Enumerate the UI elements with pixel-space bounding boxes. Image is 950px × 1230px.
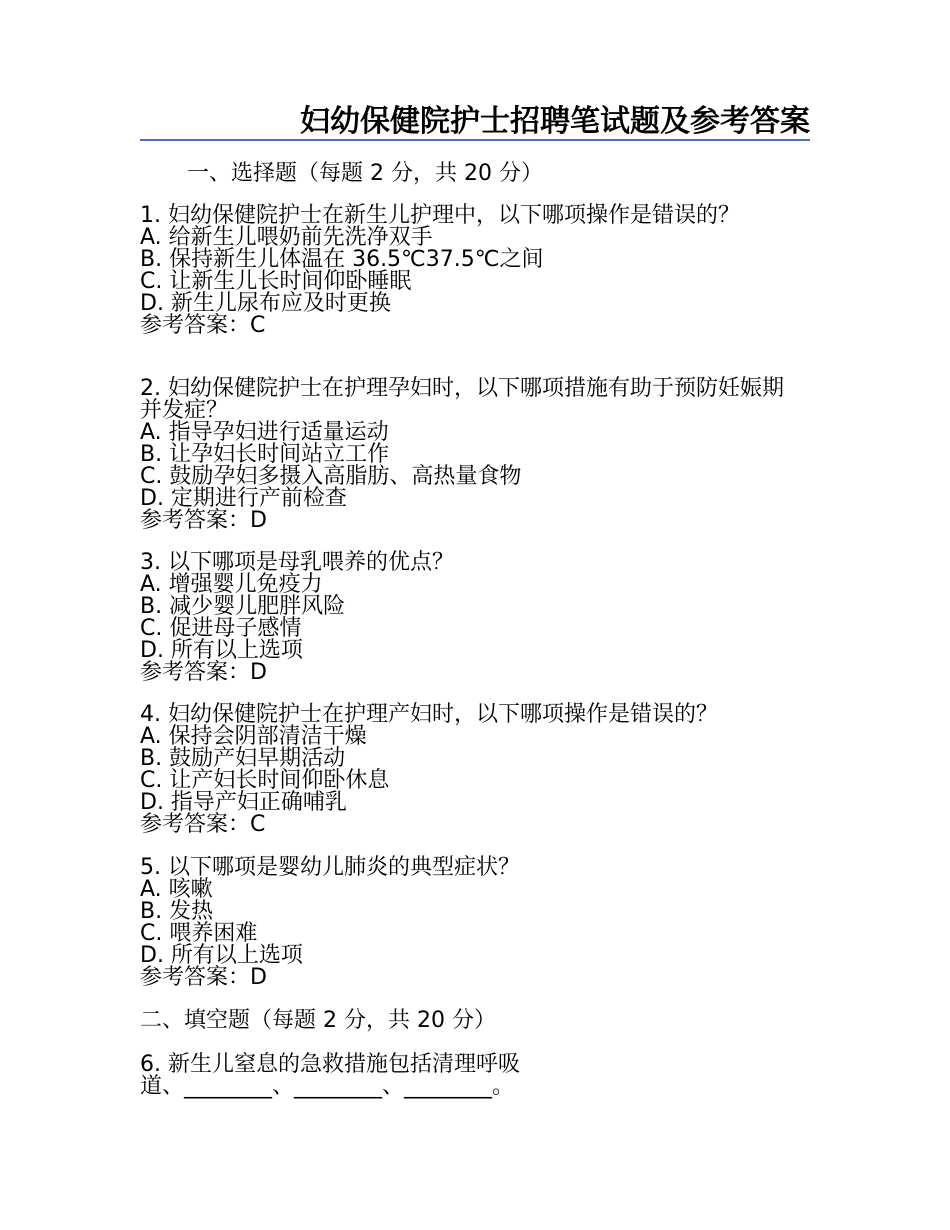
option-b: B. 鼓励产妇早期活动 <box>140 746 346 771</box>
question-4 <box>140 704 800 836</box>
answer: 参考答案：D <box>140 660 267 685</box>
question-stem: 1. 妇幼保健院护士在新生儿护理中，以下哪项操作是错误的？ <box>140 203 740 228</box>
question-5 <box>140 857 800 989</box>
option-a: A. 咳嗽 <box>140 877 213 902</box>
option-d: D. 所有以上选项 <box>140 638 303 663</box>
option-c: C. 让新生儿长时间仰卧睡眠 <box>140 269 412 294</box>
section-heading-fill: 二、填空题（每题 2 分，共 20 分） <box>140 1008 496 1033</box>
answer: 参考答案：D <box>140 508 267 533</box>
section-heading-choice: 一、选择题（每题 2 分，共 20 分） <box>187 161 543 186</box>
option-c: C. 喂养困难 <box>140 921 258 946</box>
question-stem: 6. 新生儿窒息的急救措施包括清理呼吸 <box>140 1052 520 1077</box>
option-c: C. 促进母子感情 <box>140 616 302 641</box>
option-c: C. 鼓励孕妇多摄入高脂肪、高热量食物 <box>140 464 522 489</box>
answer: 参考答案：C <box>140 812 266 837</box>
question-1 <box>140 205 800 337</box>
option-d: D. 所有以上选项 <box>140 943 303 968</box>
option-d: D. 指导产妇正确哺乳 <box>140 790 347 815</box>
question-3 <box>140 552 800 684</box>
title-underline <box>140 139 810 141</box>
option-b: B. 让孕妇长时间站立工作 <box>140 442 390 467</box>
option-b: B. 发热 <box>140 899 214 924</box>
option-d: D. 新生儿尿布应及时更换 <box>140 291 391 316</box>
option-b: B. 减少婴儿肥胖风险 <box>140 594 346 619</box>
option-a: A. 增强婴儿免疫力 <box>140 572 323 597</box>
option-a: A. 给新生儿喂奶前先洗净双手 <box>140 225 433 250</box>
question-stem: 3. 以下哪项是母乳喂养的优点？ <box>140 550 454 575</box>
question-stem: 2. 妇幼保健院护士在护理孕妇时，以下哪项措施有助于预防妊娠期并发症？ <box>140 376 784 423</box>
option-d: D. 定期进行产前检查 <box>140 486 347 511</box>
answer: 参考答案：D <box>140 965 267 990</box>
question-stem: 5. 以下哪项是婴幼儿肺炎的典型症状？ <box>140 855 520 880</box>
option-b: B. 保持新生儿体温在 36.5℃37.5℃之间 <box>140 247 544 272</box>
answer: 参考答案：C <box>140 313 266 338</box>
question-6 <box>140 1054 800 1098</box>
question-stem-continued: 道、________、________、________。 <box>140 1074 515 1099</box>
question-stem: 4. 妇幼保健院护士在护理产妇时，以下哪项操作是错误的？ <box>140 702 718 727</box>
option-a: A. 指导孕妇进行适量运动 <box>140 420 389 445</box>
page-title: 妇幼保健院护士招聘笔试题及参考答案 <box>300 104 810 139</box>
question-2 <box>140 378 800 532</box>
option-c: C. 让产妇长时间仰卧休息 <box>140 768 390 793</box>
option-a: A. 保持会阴部清洁干燥 <box>140 724 367 749</box>
